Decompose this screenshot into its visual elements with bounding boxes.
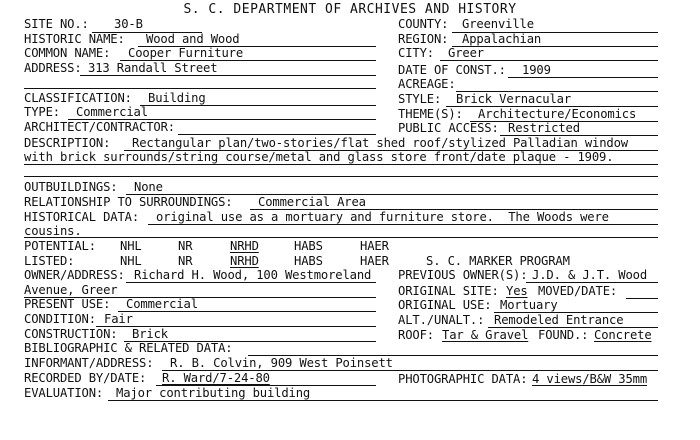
listed-nr: NR [178, 254, 193, 268]
description-rule-3 [24, 176, 658, 177]
evaluation-value: Major contributing building [116, 386, 311, 400]
architect-line [178, 134, 376, 135]
present-use-value: Commercial [126, 297, 198, 311]
description-label: DESCRIPTION: [24, 136, 111, 150]
description-line1: Rectangular plan/two-stories/flat shed roof/stylized Palladian window [132, 136, 628, 150]
type-value: Commercial [76, 105, 148, 119]
listed-nrhd: NRHD [230, 254, 259, 268]
acreage-label: ACREAGE: [398, 77, 456, 91]
date-of-const-label: DATE OF CONST.: [398, 63, 506, 77]
potential-nhl: NHL [120, 239, 142, 253]
photographic-data-value: 4 views/B&W 35mm [532, 372, 647, 386]
condition-label: CONDITION: [24, 312, 96, 326]
architect-label: ARCHITECT/CONTRACTOR: [24, 120, 175, 134]
address-label: ADDRESS: [24, 61, 82, 75]
common-name-value: Cooper Furniture [128, 46, 243, 60]
historical-data-line1: original use as a mortuary and furniture store. The Woods were [156, 210, 609, 224]
evaluation-line [108, 400, 658, 401]
historical-data-label: HISTORICAL DATA: [24, 210, 139, 224]
previous-owners-label: PREVIOUS OWNER(S): [398, 268, 528, 282]
address-line [80, 75, 376, 76]
owner-label: OWNER/ADDRESS: [24, 268, 125, 282]
historical-data-rule-1 [148, 224, 658, 225]
potential-haer: HAER [360, 239, 389, 253]
city-label: CITY: [398, 46, 434, 60]
themes-label: THEME(S): [398, 107, 463, 121]
original-use-value: Mortuary [500, 298, 558, 312]
photographic-data-label: PHOTOGRAPHIC DATA: [398, 372, 528, 386]
listed-nhl: NHL [120, 254, 142, 268]
original-site-value: Yes [506, 284, 528, 298]
city-value: Greer [448, 46, 484, 60]
region-value: Appalachian [462, 32, 542, 46]
alterations-value: Remodeled Entrance [494, 313, 624, 327]
construction-label: CONSTRUCTION: [24, 327, 118, 341]
potential-label: POTENTIAL: [24, 239, 96, 253]
relationship-value: Commercial Area [258, 195, 366, 209]
description-rule-2 [24, 164, 658, 165]
site-no-value: 30-B [114, 17, 143, 31]
informant-value: R. B. Colvin, 909 West Poinsett [170, 356, 393, 370]
condition-value: Fair [104, 312, 133, 326]
classification-value: Building [148, 91, 206, 105]
region-label: REGION: [398, 32, 449, 46]
construction-value: Brick [132, 327, 168, 341]
previous-owners-line [526, 282, 658, 283]
style-value: Brick Vernacular [456, 92, 571, 106]
outbuildings-value: None [134, 180, 163, 194]
historic-name-value: Wood and Wood [146, 32, 240, 46]
present-use-line [118, 311, 376, 312]
historical-data-rule-2 [24, 237, 658, 238]
date-of-const-value: 1909 [522, 63, 551, 77]
classification-line [140, 105, 376, 106]
type-label: TYPE: [24, 105, 60, 119]
alterations-label: ALT./UNALT.: [398, 313, 485, 327]
city-line [440, 60, 658, 61]
informant-label: INFORMANT/ADDRESS: [24, 356, 154, 370]
section-divider-1 [24, 88, 376, 89]
original-use-label: ORIGINAL USE: [398, 298, 492, 312]
foundation-label: FOUND.: [538, 328, 589, 342]
foundation-value: Concrete [594, 328, 652, 342]
public-access-value: Restricted [508, 121, 580, 135]
roof-label: ROOF: [398, 328, 434, 342]
moved-date-label: MOVED/DATE: [538, 284, 618, 298]
form-title: S. C. DEPARTMENT OF ARCHIVES AND HISTORY [183, 2, 517, 17]
potential-nr: NR [178, 239, 193, 253]
public-access-label: PUBLIC ACCESS: [398, 121, 499, 135]
owner-line1: Richard H. Wood, 100 Westmoreland [134, 268, 372, 282]
original-site-label: ORIGINAL SITE: [398, 284, 499, 298]
date-of-const-line [508, 77, 658, 78]
recorded-by-label: RECORDED BY/DATE: [24, 371, 147, 385]
common-name-label: COMMON NAME: [24, 46, 111, 60]
potential-nrhd: NRHD [230, 239, 259, 253]
themes-value: Architecture/Economics [478, 107, 637, 121]
listed-habs: HABS [294, 254, 323, 268]
moved-date-line [626, 298, 658, 299]
present-use-label: PRESENT USE: [24, 297, 111, 311]
bibliographic-label: BIBLIOGRAPHIC & RELATED DATA: [24, 341, 233, 355]
site-no-label: SITE NO.: [24, 17, 89, 31]
owner-line2: Avenue, Greer [24, 283, 118, 297]
classification-label: CLASSIFICATION: [24, 91, 132, 105]
county-label: COUNTY: [398, 17, 449, 31]
relationship-label: RELATIONSHIP TO SURROUNDINGS: [24, 195, 233, 209]
listed-haer: HAER [360, 254, 389, 268]
address-value: 313 Randall Street [88, 61, 218, 75]
historical-data-line2: cousins. [24, 224, 82, 238]
historic-name-label: HISTORIC NAME: [24, 32, 125, 46]
owner-rule-1 [126, 282, 376, 283]
description-line2: with brick surrounds/string course/metal and glass store front/date plaque - 1909. [24, 150, 614, 164]
previous-owners-value: J.D. & J.T. Wood [532, 268, 647, 282]
recorded-by-value: R. Ward/7-24-80 [162, 371, 270, 385]
roof-value: Tar & Gravel [442, 328, 529, 342]
listed-label: LISTED: [24, 254, 75, 268]
evaluation-label: EVALUATION: [24, 386, 104, 400]
potential-habs: HABS [294, 239, 323, 253]
style-label: STYLE: [398, 92, 442, 106]
county-value: Greenville [462, 17, 534, 31]
marker-program-heading: S. C. MARKER PROGRAM [426, 254, 570, 268]
outbuildings-label: OUTBUILDINGS: [24, 180, 118, 194]
